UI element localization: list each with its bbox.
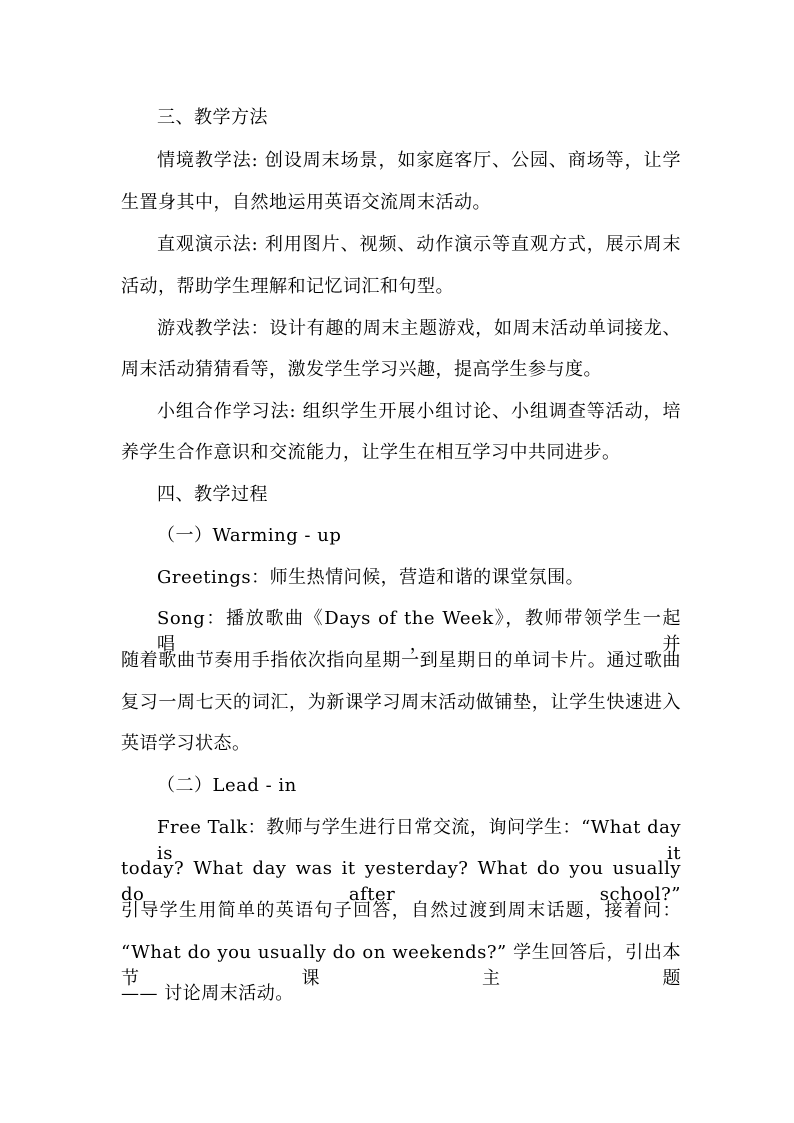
paragraph-line: —— 讨论周末活动。 (121, 983, 294, 1004)
paragraph-line: 引导学生用简单的英语句子回答，自然过渡到周末话题，接着问： (121, 900, 681, 921)
paragraph-line: 活动，帮助学生理解和记忆词汇和句型。 (121, 276, 454, 297)
paragraph-line: 周末活动猜猜看等，激发学生学习兴趣，提高学生参与度。 (121, 359, 602, 380)
paragraph-line: 游戏教学法：设计有趣的周末主题游戏，如周末活动单词接龙、 (157, 318, 681, 339)
paragraph-line: 情境教学法: 创设周末场景，如家庭客厅、公园、商场等，让学 (157, 150, 681, 171)
section-heading-teaching-process: 四、教学过程 (157, 484, 268, 505)
paragraph-line: 小组合作学习法: 组织学生开展小组讨论、小组调查等活动，培 (157, 401, 681, 422)
paragraph-line: 复习一周七天的词汇，为新课学习周末活动做铺垫，让学生快速进入 (121, 692, 681, 713)
paragraph-line: 英语学习状态。 (121, 733, 251, 754)
paragraph-line: 随着歌曲节奏用手指依次指向星期一到星期日的单词卡片。通过歌曲 (121, 650, 681, 671)
section-heading-teaching-methods: 三、教学方法 (157, 107, 268, 128)
paragraph-line: Song：播放歌曲《Days of the Week》，教师带领学生一起唱，并 (157, 608, 681, 655)
paragraph-line: 养学生合作意识和交流能力，让学生在相互学习中共同进步。 (121, 442, 621, 463)
paragraph-line: today? What day was it yesterday? What do you usually do after school?” (121, 858, 681, 905)
paragraph-line: “What do you usually do on weekends?” 学生回答后，引出本节课主题 (121, 942, 681, 989)
paragraph-line: Greetings：师生热情问候，营造和谐的课堂氛围。 (157, 567, 585, 588)
paragraph-line: 生置身其中，自然地运用英语交流周末活动。 (121, 192, 491, 213)
paragraph-line: 直观演示法: 利用图片、视频、动作演示等直观方式，展示周末 (157, 234, 681, 255)
subsection-heading-lead-in: （二）Lead - in (157, 775, 297, 796)
paragraph-line: Free Talk：教师与学生进行日常交流，询问学生：“What day is it (157, 817, 681, 864)
subsection-heading-warming-up: （一）Warming - up (157, 525, 342, 546)
